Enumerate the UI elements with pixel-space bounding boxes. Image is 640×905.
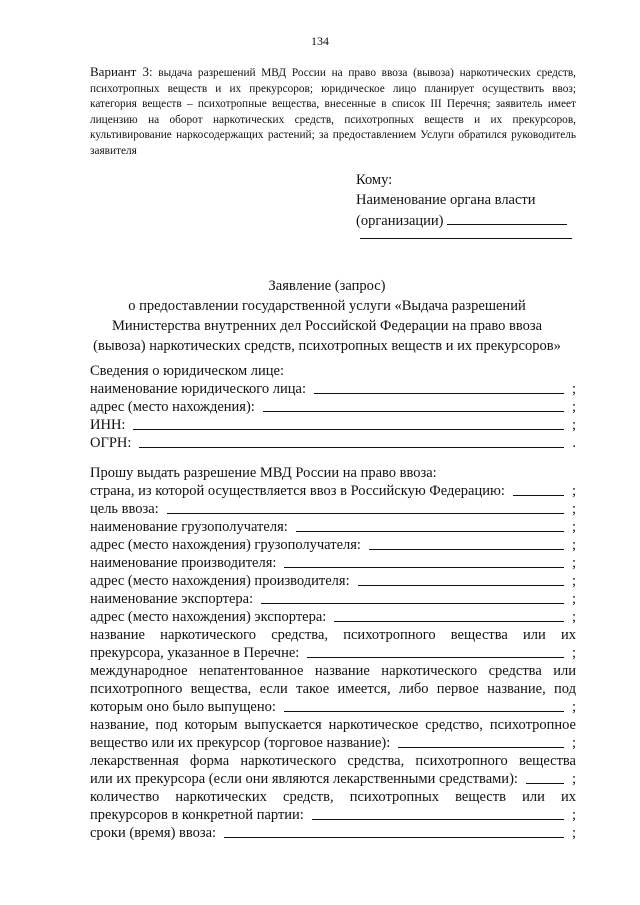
page-number: 134 [311, 34, 329, 48]
substance-name-label-1: название наркотического средства, психотропного вещества или их [90, 627, 576, 643]
legal-entity-address-field[interactable] [263, 411, 564, 412]
title-line-1: Заявление (запрос) [268, 278, 386, 294]
producer-name-row: наименование производителя: ; [90, 555, 576, 571]
title-line-4: (вывоза) наркотических средств, психотропных веществ и их прекурсоров» [93, 338, 561, 354]
inn-row: ИНН: ; [90, 417, 576, 433]
title-line-3: Министерства внутренних дел Российской Федерации на право ввоза [111, 318, 543, 334]
dosage-form-label-1: лекарственная форма наркотического средства, психотропного вещества [90, 753, 576, 769]
variant-text: выдача разрешений МВД России на право ввоза (вывоза) наркотических средств, психотропных веществ и их прекурсоров; юридическое лицо планирует осуществить ввоз; категория веществ – психотропные вещества, внесенные в список III Перечня; заявитель имеет лицензию на оборот наркотических средств, психотропных веществ и их прекурсоров, культивирование наркосодержащих растений; за предоставлением Услуги обратился руководитель заявителя [90, 67, 577, 157]
exporter-address-row: адрес (место нахождения) экспортера: ; [90, 609, 576, 625]
application-title [80, 276, 574, 356]
country-row: страна, из которой осуществляется ввоз в Российскую Федерацию: ; [90, 483, 576, 499]
to-label: Кому: [356, 172, 393, 188]
authority-name-label: Наименование органа власти [356, 192, 536, 208]
exporter-address-field[interactable] [334, 621, 564, 622]
quantity-field[interactable] [312, 819, 564, 820]
producer-address-field[interactable] [358, 585, 564, 586]
authority-name-field-2[interactable] [360, 238, 572, 239]
consignee-address-field[interactable] [369, 549, 564, 550]
inn-name-row: которым оно было выпущено: ; [90, 699, 576, 715]
addressee-block [356, 170, 567, 231]
substance-name-field[interactable] [307, 657, 564, 658]
country-field[interactable] [513, 495, 564, 496]
variant-description [90, 64, 576, 159]
legal-entity-section [90, 362, 576, 452]
substance-name-row: прекурсора, указанное в Перечне: ; [90, 645, 576, 661]
import-terms-row: сроки (время) ввоза: ; [90, 825, 576, 841]
consignee-name-row: наименование грузополучателя: ; [90, 519, 576, 535]
quantity-label-1: количество наркотических средств, психотропных веществ или их [90, 789, 576, 805]
request-heading: Прошу выдать разрешение МВД России на право ввоза: [90, 465, 437, 481]
purpose-row: цель ввоза: ; [90, 501, 576, 517]
import-terms-field[interactable] [224, 837, 564, 838]
request-section [90, 464, 576, 842]
trade-name-row: вещество или их прекурсор (торговое название): ; [90, 735, 576, 751]
producer-name-field[interactable] [284, 567, 564, 568]
legal-entity-name-row: наименование юридического лица: ; [90, 381, 576, 397]
ogrn-row: ОГРН: . [90, 435, 576, 451]
exporter-name-field[interactable] [261, 603, 564, 604]
legal-entity-name-field[interactable] [314, 393, 564, 394]
consignee-address-row: адрес (место нахождения) грузополучателя: ; [90, 537, 576, 553]
trade-name-label-1: название, под которым выпускается наркотическое средство, психотропное [90, 717, 576, 733]
purpose-field[interactable] [167, 513, 564, 514]
legal-entity-address-row: адрес (место нахождения): ; [90, 399, 576, 415]
dosage-form-row: или их прекурсора (если они являются лекарственными средствами): ; [90, 771, 576, 787]
inn-name-label-1: международное непатентованное название наркотического средства или [90, 663, 576, 679]
trade-name-field[interactable] [398, 747, 564, 748]
exporter-name-row: наименование экспортера: ; [90, 591, 576, 607]
inn-field[interactable] [133, 429, 564, 430]
organization-label: (организации) [356, 213, 444, 229]
quantity-row: прекурсоров в конкретной партии: ; [90, 807, 576, 823]
inn-name-field[interactable] [284, 711, 564, 712]
ogrn-field[interactable] [139, 447, 564, 448]
consignee-name-field[interactable] [296, 531, 564, 532]
title-line-2: о предоставлении государственной услуги «Выдача разрешений [128, 298, 526, 314]
legal-entity-heading: Сведения о юридическом лице: [90, 363, 284, 379]
dosage-form-field[interactable] [526, 783, 564, 784]
variant-lead: Вариант 3: [90, 64, 153, 79]
inn-name-label-2: психотропного вещества, если такое имеется, либо первое название, под [90, 681, 576, 697]
producer-address-row: адрес (место нахождения) производителя: ; [90, 573, 576, 589]
authority-name-field[interactable] [447, 210, 567, 225]
